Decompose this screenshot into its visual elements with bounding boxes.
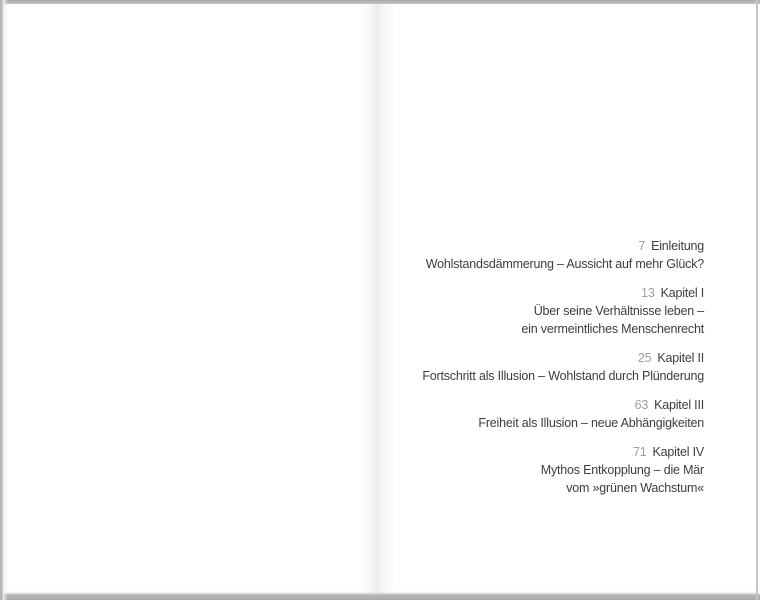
chapter-title-line: ein vermeintliches Menschenrecht: [521, 322, 704, 336]
photo-edge-right: [756, 0, 758, 600]
left-page: [2, 4, 379, 594]
photo-edge-top: [0, 0, 760, 4]
toc-entry: [422, 284, 704, 338]
chapter-label: Einleitung: [651, 239, 704, 253]
toc-entry-heading: [422, 237, 704, 255]
chapter-page-number: 63: [634, 398, 649, 412]
photo-edge-bottom: [0, 594, 760, 600]
chapter-label: Kapitel III: [654, 398, 704, 412]
chapter-page-number: 7: [638, 239, 646, 253]
chapter-title-line: Wohlstandsdämmerung – Aussicht auf mehr Glück?: [425, 257, 704, 271]
chapter-title-line: Fortschritt als Illusion – Wohlstand durch Plünderung: [422, 369, 704, 383]
toc-entry: [422, 396, 704, 432]
chapter-label: Kapitel I: [660, 286, 704, 300]
toc-entry: [422, 443, 704, 497]
chapter-title-line: Freiheit als Illusion – neue Abhängigkeiten: [478, 416, 704, 430]
toc-entry-heading: [422, 284, 704, 302]
chapter-page-number: 25: [637, 351, 652, 365]
chapter-label: Kapitel II: [657, 351, 704, 365]
chapter-title-line: Mythos Entkopplung – die Mär: [540, 463, 704, 477]
chapter-title-line: Über seine Verhältnisse leben –: [533, 304, 704, 318]
book-gutter-fold: [358, 4, 396, 594]
photo-edge-left: [0, 0, 8, 600]
toc-entry: [422, 237, 704, 273]
chapter-label: Kapitel IV: [652, 445, 704, 459]
right-page: [379, 4, 756, 594]
toc-entry-heading: [422, 396, 704, 414]
chapter-page-number: 13: [641, 286, 655, 300]
toc-entry: [422, 349, 704, 385]
chapter-title-line: vom »grünen Wachstum«: [566, 481, 704, 495]
table-of-contents: [422, 237, 704, 497]
toc-entry-heading: [422, 443, 704, 461]
toc-entry-heading: [422, 349, 704, 367]
chapter-page-number: 71: [632, 445, 647, 459]
